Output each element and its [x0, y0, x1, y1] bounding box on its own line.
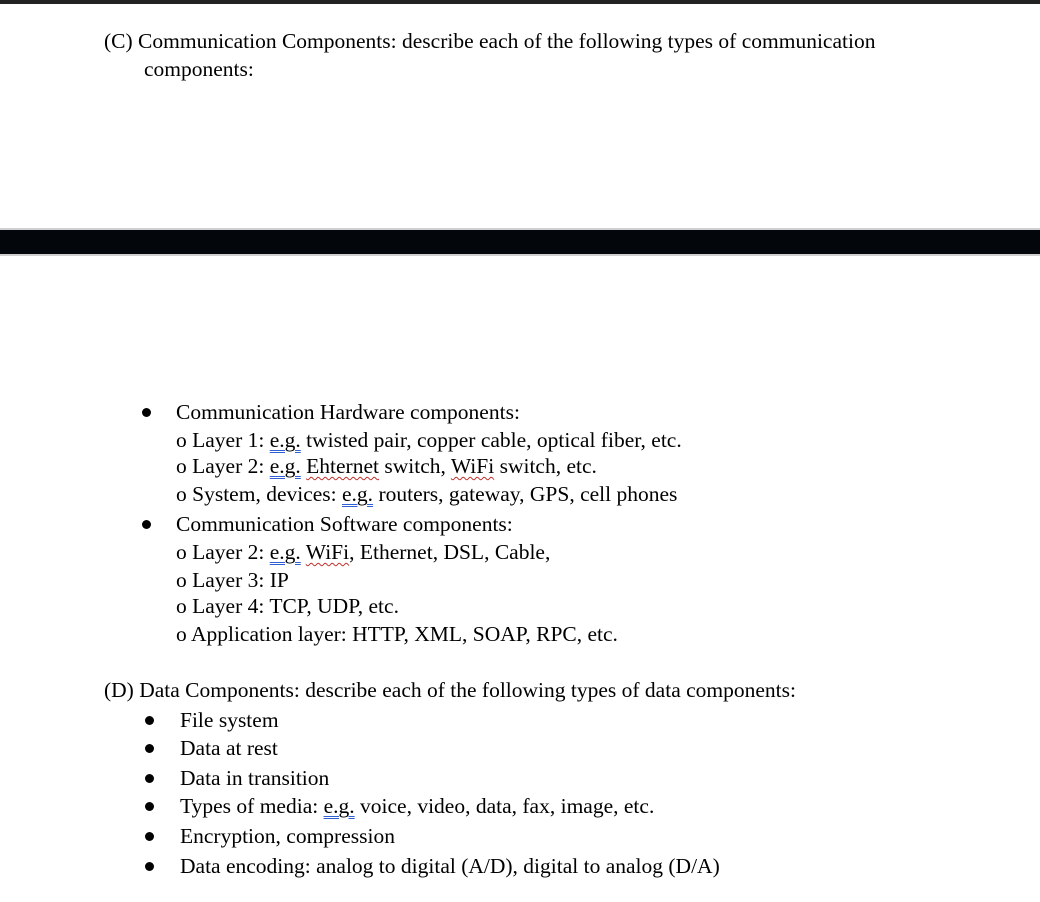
- hardware-item-system: o System, devices: e.g. routers, gateway, GPS, cell phones: [176, 482, 678, 506]
- bullet-icon: [145, 862, 154, 871]
- top-border: [0, 0, 1040, 4]
- bullet-icon: [145, 774, 154, 783]
- bullet-icon: [142, 520, 151, 529]
- section-d-heading: (D) Data Components: describe each of the following types of data components:: [104, 678, 796, 702]
- hardware-title: Communication Hardware components:: [176, 400, 520, 424]
- software-item-layer4: o Layer 4: TCP, UDP, etc.: [176, 594, 399, 618]
- bullet-icon: [145, 832, 154, 841]
- data-item-in-transition: Data in transition: [180, 766, 330, 790]
- software-item-layer3: o Layer 3: IP: [176, 568, 289, 592]
- data-item-media: Types of media: e.g. voice, video, data, fax, image, etc.: [180, 794, 655, 818]
- data-item-at-rest: Data at rest: [180, 736, 278, 760]
- bullet-icon: [145, 802, 154, 811]
- software-title: Communication Software components:: [176, 512, 513, 536]
- data-item-encryption: Encryption, compression: [180, 824, 395, 848]
- section-c-heading: (C) Communication Components: describe each of the following types of communication: [104, 29, 876, 53]
- page-divider: [0, 228, 1040, 256]
- data-item-file-system: File system: [180, 708, 279, 732]
- hardware-item-layer2: o Layer 2: e.g. Ehternet switch, WiFi switch, etc.: [176, 454, 597, 478]
- bullet-icon: [145, 716, 154, 725]
- bullet-icon: [142, 408, 151, 417]
- software-item-application: o Application layer: HTTP, XML, SOAP, RPC, etc.: [176, 622, 618, 646]
- software-item-layer2: o Layer 2: e.g. WiFi, Ethernet, DSL, Cable,: [176, 540, 551, 564]
- data-item-encoding: Data encoding: analog to digital (A/D), digital to analog (D/A): [180, 854, 720, 878]
- section-c-heading-cont: components:: [144, 57, 254, 81]
- bullet-icon: [145, 744, 154, 753]
- hardware-item-layer1: o Layer 1: e.g. twisted pair, copper cable, optical fiber, etc.: [176, 428, 682, 452]
